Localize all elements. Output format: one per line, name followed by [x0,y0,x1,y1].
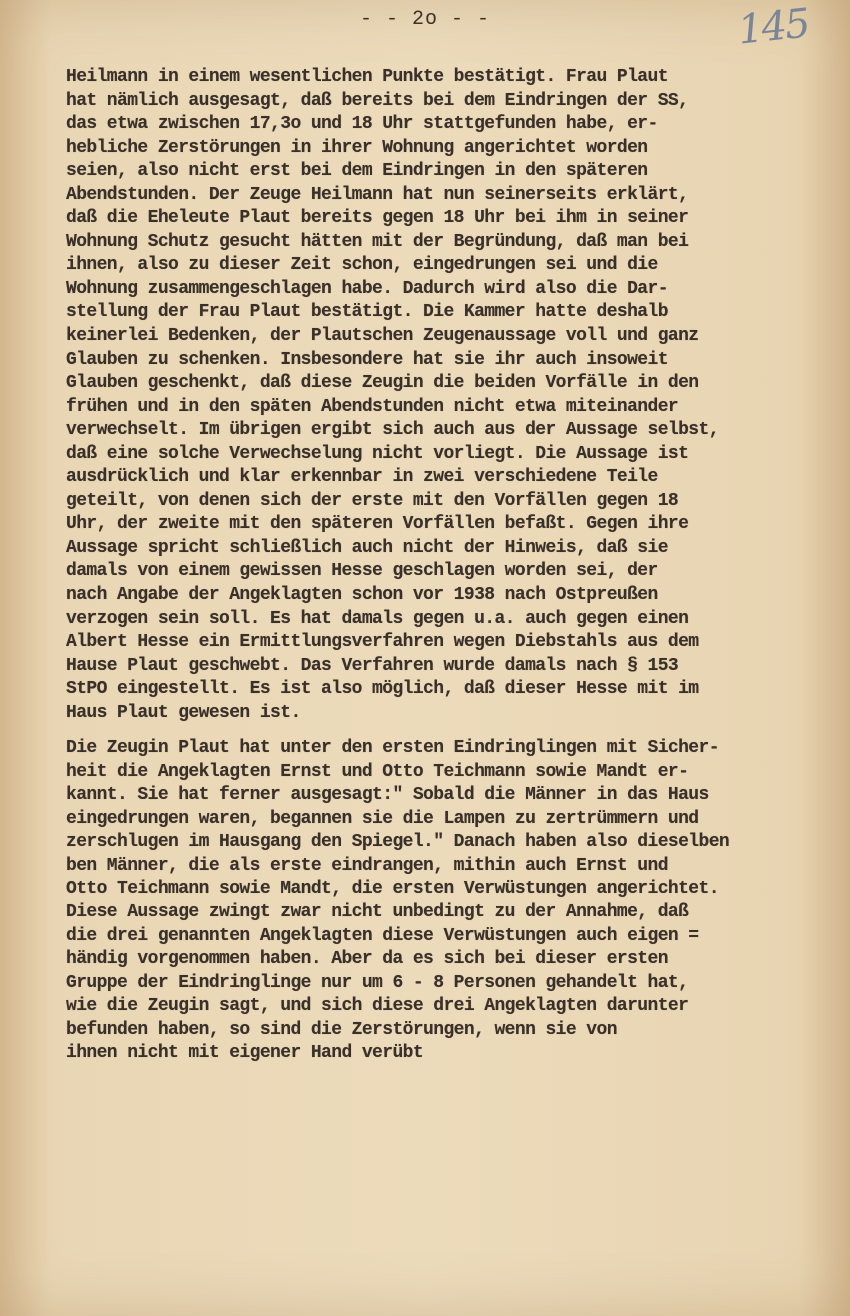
text-line: Uhr, der zweite mit den späteren Vorfällen befaßt. Gegen ihre [66,514,689,535]
text-line: Hause Plaut geschwebt. Das Verfahren wurde damals nach § 153 [66,655,679,676]
text-line: das etwa zwischen 17,3o und 18 Uhr stattgefunden habe, er- [66,114,658,135]
text-line: ausdrücklich und klar erkennbar in zwei verschiedene Teile [66,467,658,488]
text-line: ihnen nicht mit eigener Hand verübt [66,1043,424,1063]
text-line: Diese Aussage zwingt zwar nicht unbedingt zu der Annahme, daß [66,902,689,923]
text-line: ben Männer, die als erste eindrangen, mithin auch Ernst und [66,855,668,876]
text-line: Wohnung Schutz gesucht hätten mit der Begründung, daß man bei [66,231,689,252]
text-line: Haus Plaut gewesen ist. [66,702,301,723]
text-line: händig vorgenommen haben. Aber da es sich bei dieser ersten [66,949,668,970]
text-line: Abendstunden. Der Zeuge Heilmann hat nun seinerseits erklärt, [66,184,689,205]
text-line: daß eine solche Verwechselung nicht vorliegt. Die Aussage ist [66,443,689,464]
text-line: frühen und in den späten Abendstunden nicht etwa miteinander [66,396,679,417]
paragraph [66,66,846,725]
text-line: Aussage spricht schließlich auch nicht der Hinweis, daß sie [66,537,668,558]
text-line: heit die Angeklagten Ernst und Otto Teichmann sowie Mandt er- [66,761,689,782]
text-line: zerschlugen im Hausgang den Spiegel." Danach haben also dieselben [66,832,730,853]
text-line: Glauben geschenkt, daß diese Zeugin die beiden Vorfälle in den [66,373,699,394]
typed-body-text [66,66,846,1077]
text-line: Albert Hesse ein Ermittlungsverfahren wegen Diebstahls aus dem [66,632,699,653]
text-line: wie die Zeugin sagt, und sich diese drei Angeklagten darunter [66,996,689,1017]
paragraph [66,737,846,1065]
text-line: befunden haben, so sind die Zerstörungen, wenn sie von [66,1019,617,1040]
text-line: stellung der Frau Plaut bestätigt. Die Kammer hatte deshalb [66,302,668,323]
text-line: hebliche Zerstörungen in ihrer Wohnung angerichtet worden [66,137,648,158]
text-line: verwechselt. Im übrigen ergibt sich auch aus der Aussage selbst, [66,420,719,441]
text-line: keinerlei Bedenken, der Plautschen Zeugenaussage voll und ganz [66,326,699,347]
text-line: ihnen, also zu dieser Zeit schon, eingedrungen sei und die [66,255,658,276]
text-line: nach Angabe der Angeklagten schon vor 1938 nach Ostpreußen [66,585,658,606]
text-line: Wohnung zusammengeschlagen habe. Dadurch wird also die Dar- [66,278,668,299]
text-line: Glauben zu schenken. Insbesondere hat sie ihr auch insoweit [66,349,668,370]
text-line: Heilmann in einem wesentlichen Punkte bestätigt. Frau Plaut [66,67,668,87]
page-number: - - 2o - - [359,8,491,31]
text-line: hat nämlich ausgesagt, daß bereits bei dem Eindringen der SS, [66,90,689,111]
text-line: StPO eingestellt. Es ist also möglich, daß dieser Hesse mit im [66,679,699,700]
text-line: geteilt, von denen sich der erste mit den Vorfällen gegen 18 [66,490,679,511]
text-line: die drei genannten Angeklagten diese Verwüstungen auch eigen = [66,925,699,946]
text-line: verzogen sein soll. Es hat damals gegen u.a. auch gegen einen [66,608,689,629]
text-line: damals von einem gewissen Hesse geschlagen worden sei, der [66,561,658,582]
text-line: kannt. Sie hat ferner ausgesagt:" Sobald die Männer in das Haus [66,785,709,806]
text-line: daß die Eheleute Plaut bereits gegen 18 Uhr bei ihm in seiner [66,208,689,229]
handwritten-folio-number: 145 [735,0,811,54]
text-line: Gruppe der Eindringlinge nur um 6 - 8 Personen gehandelt hat, [66,972,689,993]
text-line: Otto Teichmann sowie Mandt, die ersten Verwüstungen angerichtet. [66,878,719,899]
text-line: Die Zeugin Plaut hat unter den ersten Eindringlingen mit Sicher- [66,738,719,759]
text-line: seien, also nicht erst bei dem Eindringen in den späteren [66,161,648,182]
text-line: eingedrungen waren, begannen sie die Lampen zu zertrümmern und [66,808,699,829]
